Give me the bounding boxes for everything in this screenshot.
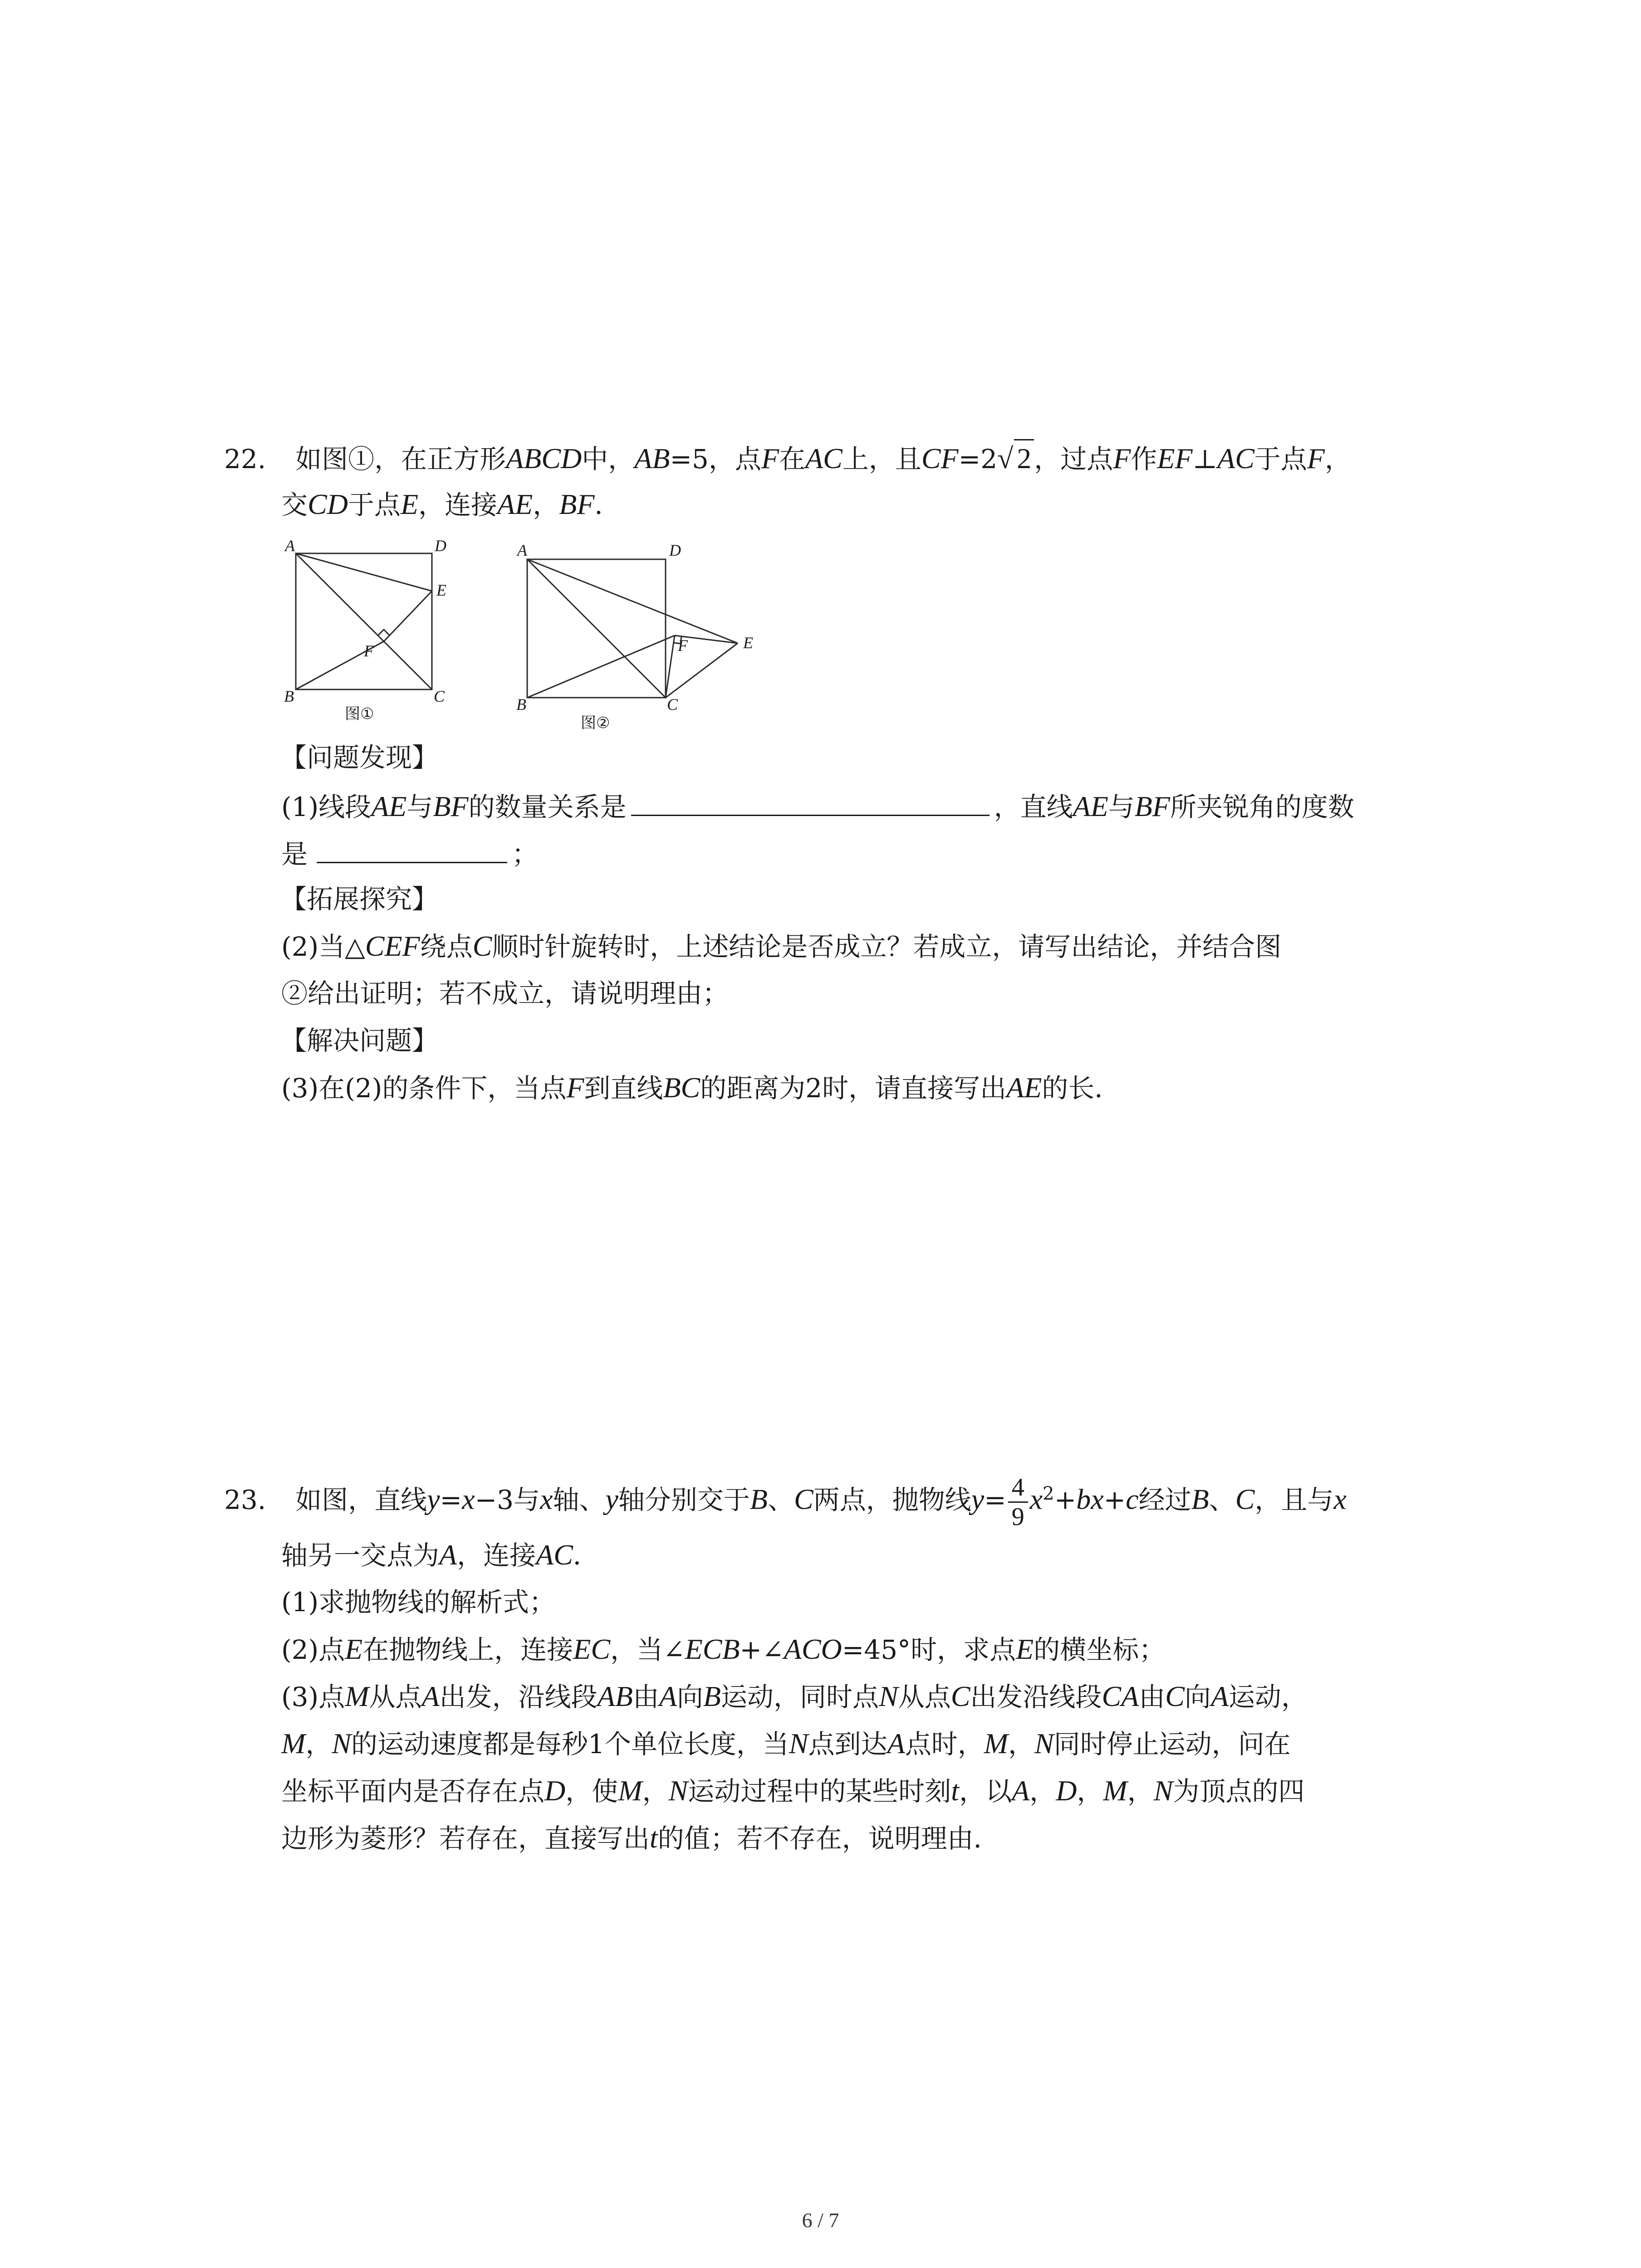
text: ，以 [959,1776,1012,1807]
text: ， [1127,1776,1154,1807]
segment-ae [296,553,432,591]
var: EC [573,1633,611,1665]
text: 交 [281,489,308,520]
text: 如图①，在正方形 [295,444,506,474]
q23-part1: (1)求抛物线的解析式； [281,1587,556,1618]
q22-heading-discovery: 【问题发现】 [280,742,439,773]
label-c: C [667,695,678,714]
var: t [650,1822,658,1854]
text: 从点 [369,1681,422,1712]
segment-ef [384,591,432,641]
var: A [439,1539,457,1571]
text: 运动，同时点 [721,1681,879,1712]
segment-ae [527,559,738,643]
q22-heading-explore: 【拓展探究】 [280,884,439,914]
var: A [659,1680,677,1712]
radicand: 2 [1014,439,1034,477]
var: c [1126,1483,1139,1515]
var: CD [308,488,348,520]
text: 出发，沿线段 [439,1681,598,1712]
text: ， [1325,444,1352,474]
text: 出发沿线段 [970,1681,1102,1712]
var: AB [597,1680,633,1712]
label-e: E [436,581,446,599]
text: 于点 [348,489,401,520]
var: A [1012,1774,1030,1807]
answer-blank[interactable] [317,836,507,863]
var: AE [1073,790,1108,822]
label-d: D [669,541,681,559]
text: ， [305,1729,332,1760]
page-number: 6 / 7 [802,2209,839,2232]
text: 的长． [1042,1073,1121,1104]
var: D [1056,1774,1077,1807]
label-f: F [678,636,688,655]
var: AE [371,790,407,822]
text: 的距离为2时，请直接写出 [700,1073,1007,1104]
var: N [789,1727,808,1760]
var: F [761,442,779,474]
text: ， [1029,1776,1056,1807]
text: 的运动速度都是每秒1个单位长度，当 [351,1729,789,1760]
var: y [427,1483,440,1515]
var: F [1113,442,1131,474]
var: y [605,1483,618,1515]
text: 与 [407,792,433,822]
text: 由 [1139,1681,1166,1712]
var: x [462,1483,475,1515]
text: 中， [582,444,635,474]
var: N [879,1680,898,1712]
var: M [281,1727,306,1760]
var: D [544,1774,566,1807]
label-e: E [743,634,753,652]
var: BF [433,790,469,822]
text: ． [573,1540,599,1571]
q23-number: 23. [224,1484,266,1515]
var: N [668,1774,688,1807]
text: 轴、 [553,1484,606,1515]
text: ， [533,489,559,520]
var: BF [1134,790,1170,822]
figure-2-caption: 图② [581,714,610,732]
var: E [1016,1633,1034,1665]
var: A [1210,1680,1229,1712]
text: ，连接 [457,1540,536,1571]
text: 如图，直线 [295,1484,427,1515]
var: M [618,1774,642,1807]
text: 的横坐标； [1034,1634,1166,1665]
text: 点时， [905,1729,984,1760]
text: 与 [1108,792,1135,822]
denominator: 9 [1011,1503,1024,1531]
label-a: A [285,537,295,555]
text: ，过点 [1034,444,1113,474]
var: C [1165,1680,1185,1712]
text: 向 [676,1681,703,1712]
text: (3)点 [281,1681,345,1712]
var: E [345,1633,363,1665]
text: 轴分别交于 [618,1484,750,1515]
var: C [472,930,492,962]
label-b: B [516,695,526,714]
q23-part3-line2 [281,1725,1291,1762]
label-d: D [435,537,446,555]
fraction [1008,1473,1028,1531]
text: 在抛物线上，连接 [362,1634,573,1665]
text: ． [594,489,621,520]
q23-part3-line3 [281,1773,1304,1809]
q22-part1-cont [281,836,538,872]
var: A [887,1727,905,1760]
text: (1)线段 [281,792,372,822]
text: 、 [1209,1484,1235,1515]
text: 同时停止运动，问在 [1053,1729,1291,1760]
square-root: √ 2 [997,439,1034,477]
var: AC [1217,442,1254,474]
var: C [794,1483,813,1515]
var: C [950,1680,970,1712]
var: M [345,1680,369,1712]
segment-ac [296,553,432,689]
text: 轴另一交点为 [281,1540,440,1571]
q22-part2 [281,928,1281,965]
var: AE [497,488,533,520]
var: t [951,1774,960,1807]
text: 上，且 [842,444,921,474]
q23-part3 [281,1678,1308,1715]
text: ，使 [565,1776,618,1807]
var: x [1333,1483,1347,1515]
figure-2 [513,538,767,737]
var: B [749,1483,768,1515]
var: N [1153,1774,1173,1807]
var: F [1307,442,1325,474]
segment-cf [666,635,675,698]
text: 、 [768,1484,794,1515]
text: =45°时，求点 [842,1634,1016,1665]
segment-ac [527,559,666,698]
var: ECB [685,1633,740,1665]
text: (2)点 [281,1634,345,1665]
var: CF [921,442,959,474]
text: =2 [958,444,998,474]
text: = [984,1484,1006,1515]
var: C [1235,1483,1255,1515]
var: AC [536,1539,573,1571]
text: ，连接 [418,489,498,520]
q23-part3-line4 [281,1820,1000,1857]
text: 是 [281,839,308,870]
text: ， [1008,1729,1035,1760]
label-a: A [517,541,527,559]
var: M [1103,1774,1127,1807]
text: 的值；若不存在，说明理由． [657,1823,1000,1854]
q22-part2-cont: ②给出证明；若不成立，请说明理由； [281,978,729,1009]
var: AB [634,442,670,474]
var: AC [805,442,843,474]
var: BC [663,1071,700,1104]
label-b: B [284,687,294,705]
text: ， [642,1776,669,1807]
text: (2)当△ [281,931,365,962]
text: 经过 [1138,1484,1191,1515]
q22-part1 [281,788,1354,825]
text: ， [1077,1776,1103,1807]
var: ACO [784,1633,842,1665]
text: 点到达 [808,1729,887,1760]
var: x [540,1483,553,1515]
text: 运动， [1229,1681,1308,1712]
text: 运动过程中的某些时刻 [688,1776,951,1807]
exponent: 2 [1043,1483,1054,1505]
var: B [703,1680,721,1712]
text: ，当∠ [610,1634,685,1665]
text: 为顶点的四 [1173,1776,1305,1807]
q22-number: 22. [224,444,266,474]
var: CA [1102,1680,1139,1712]
text: 于点 [1254,444,1307,474]
text: 到直线 [584,1073,663,1104]
var: EF [1157,442,1193,474]
answer-blank[interactable] [631,788,989,816]
var: A [421,1680,440,1712]
segment-bf [527,635,675,698]
text: 所夹锐角的度数 [1170,792,1354,822]
var: AE [1006,1071,1042,1104]
numerator: 4 [1008,1473,1028,1503]
text: + [1054,1484,1077,1515]
text: (3)在(2)的条件下，当点 [281,1073,567,1104]
var: bx [1076,1483,1104,1515]
text: −3与 [475,1484,540,1515]
label-f: F [364,642,374,660]
var: N [1034,1727,1054,1760]
text: 从点 [898,1681,951,1712]
figure-1 [281,538,472,728]
label-c: C [434,687,445,705]
var: M [984,1727,1009,1760]
segment-ce [666,643,738,698]
text: 顺时针旋转时，上述结论是否成立？若成立，请写出结论，并结合图 [492,931,1282,962]
text: 在 [779,444,806,474]
var: N [332,1727,352,1760]
text: 向 [1184,1681,1211,1712]
var: BF [559,488,595,520]
text: +∠ [740,1634,784,1665]
var: F [566,1071,584,1104]
text: 两点，抛物线 [813,1484,971,1515]
text: 的数量关系是 [468,792,627,822]
text: 绕点 [420,931,473,962]
q22-line2 [281,486,621,523]
q22-heading-solve: 【解决问题】 [280,1025,439,1056]
right-angle-mark [378,630,390,635]
var: x [1029,1483,1043,1515]
text: 坐标平面内是否存在点 [281,1776,545,1807]
var: ABCD [506,442,582,474]
q23-line1 [224,1473,1347,1531]
text: =5，点 [670,444,761,474]
var: CEF [365,930,420,962]
var: B [1191,1483,1209,1515]
text: ，且与 [1254,1484,1334,1515]
var: y [971,1483,985,1515]
q22-line1 [224,439,1351,477]
text: + [1103,1484,1126,1515]
text: ，直线 [994,792,1073,822]
text: = [440,1484,462,1515]
var: E [400,488,419,520]
text: 作 [1131,444,1157,474]
figure-1-caption: 图① [345,705,374,723]
q23-part2 [281,1631,1165,1668]
q22-part3 [281,1070,1121,1106]
text: ⊥ [1192,444,1218,474]
q23-line2 [281,1537,599,1574]
text: 由 [632,1681,659,1712]
text: ； [512,839,539,870]
text: 边形为菱形？若存在，直接写出 [281,1823,650,1854]
